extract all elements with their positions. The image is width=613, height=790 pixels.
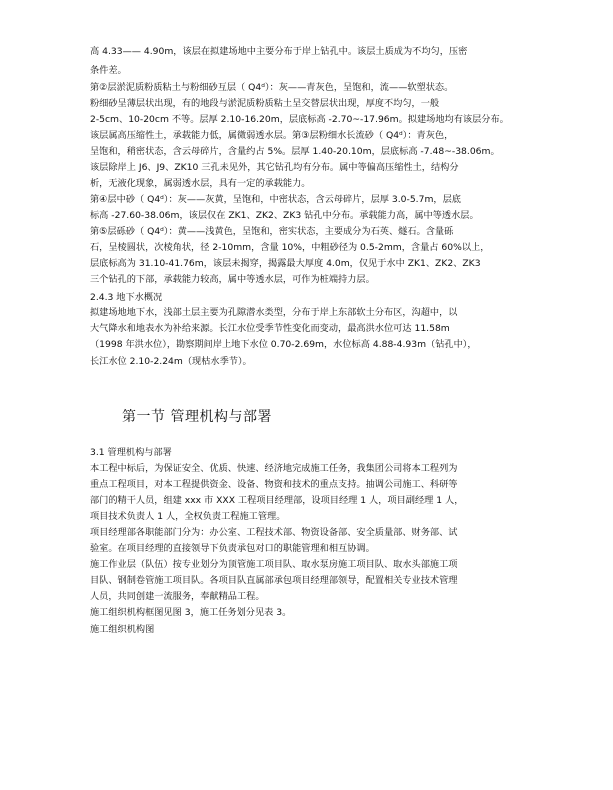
geo-line-15: 三个钻孔的下部，承载能力较高，属中等透水层，可作为桩端持力层。 <box>90 274 375 285</box>
geo-line-2: 条件差。 <box>90 65 127 76</box>
section-line-2: 重点工程项目，对本工程提供资金、设备、物资和技术的重点支持。抽调公司施工、科研等 <box>90 479 458 490</box>
section-line-6: 验室。在项目经理的直接领导下负责承包对口的职能管理和相互协调。 <box>90 543 375 554</box>
section-line-5: 项目经理部各职能部门分为：办公室、工程技术部、物资设备部、安全质量部、财务部、试 <box>90 527 458 538</box>
section-title: 第一节 管理机构与部署 <box>122 409 272 425</box>
groundwater-line-1: 拟建场地地下水，浅部土层主要为孔隙潜水类型，分布于岸上东部软土分布区，沟超中，以 <box>90 307 458 318</box>
section-line-7: 施工作业层（队伍）按专业划分为顶管施工项目队、取水泵房施工项目队、取水头部施工项 <box>90 559 458 570</box>
geo-line-10: 第④层中砂（ Q4ᵈ）：灰——灰黄，呈饱和，中密状态，含云母碎片，层厚 3.0-5.7m，层底 <box>90 194 461 205</box>
geo-line-8: 该层除岸上 J6、J9、ZK10 三孔未见外，其它钻孔均有分布。属中等偏高压缩性土，结构分 <box>90 162 459 173</box>
groundwater-line-2: 大气降水和地表水为补给来源。长江水位受季节性变化而变动，最高洪水位可达 11.58m <box>90 323 450 334</box>
geo-line-11: 标高 -27.60-38.06m，该层仅在 ZK1、ZK2、ZK3 钻孔中分布。承载能力高，属中等透水层。 <box>90 210 479 221</box>
section-line-11: 施工组织机构图 <box>90 624 155 635</box>
section-subheading: 3.1 管理机构与部署 <box>90 447 172 458</box>
geo-line-13: 石，呈棱圆状，次棱角状，径 2-10mm，含量 10%，中粗砂径为 0.5-2mm，含量占 60%以上， <box>90 242 490 253</box>
geo-line-3: 第②层淤泥质粉质粘土与粉细砂互层（ Q4ᵈ）：灰——青灰色，呈饱和，流——软塑状态。 <box>90 82 454 93</box>
section-line-4: 项目技术负责人 1 人，全权负责工程施工管理。 <box>90 511 286 522</box>
geo-line-12: 第⑤层砾砂（ Q4ᵈ）：黄——浅黄色，呈饱和，密实状态，主要成分为石英、燧石。含量砾 <box>90 226 454 237</box>
geo-line-7: 呈饱和，稍密状态，含云母碎片，含量约占 5%。层厚 1.40-20.10m，层底标高 -7.48~-38.06m。 <box>90 146 500 157</box>
geo-line-6: 该层属高压缩性土，承载能力低，属微弱透水层。第③层粉细水长流砂（ Q4ᵈ）：青灰色， <box>90 130 454 141</box>
geo-line-4: 粉细砂呈薄层状出现，有的地段与淤泥质粉质粘土呈交替层状出现，厚度不均匀，一般 <box>90 98 440 109</box>
section-line-10: 施工组织机构框图见图 3，施工任务划分见表 3。 <box>90 607 292 618</box>
groundwater-line-3: （1998 年洪水位），勘察期间岸上地下水位 0.70-2.69m，水位标高 4.88-4.93m（钻孔中）， <box>90 339 477 350</box>
geo-line-1: 高 4.33—— 4.90m，该层在拟建场地中主要分布于岸上钻孔中。该层土质成为不均匀，压密 <box>90 46 468 57</box>
section-line-9: 人员，共同创建一流服务，奉献精品工程。 <box>90 591 265 602</box>
groundwater-line-4: 长江水位 2.10-2.24m（现枯水季节）。 <box>90 356 252 367</box>
geo-line-5: 2-5cm、10-20cm 不等。层厚 2.10-16.20m，层底标高 -2.70~-17.96m。拟建场地均有该层分布。 <box>90 114 509 125</box>
groundwater-heading: 2.4.3 地下水概况 <box>90 292 163 303</box>
section-line-1: 本工程中标后，为保证安全、优质、快速、经济地完成施工任务，我集团公司将本工程列为 <box>90 463 458 474</box>
section-line-8: 目队、钢制卷管施工项目队。各项目队直属部承包项目经理部领导，配置相关专业技术管理 <box>90 575 458 586</box>
geo-line-14: 层底标高为 31.10-41.76m，该层未揭穿，揭露最大厚度 4.0m，仅见于水中 ZK1、ZK2、ZK3 <box>90 258 481 269</box>
section-line-3: 部门的精干人员，组建 xxx 市 XXX 工程项目经理部，设项目经理 1 人，项目副经理 1 人， <box>90 495 464 506</box>
geo-line-9: 析，无液化现象，属弱透水层，具有一定的承载能力。 <box>90 178 311 189</box>
